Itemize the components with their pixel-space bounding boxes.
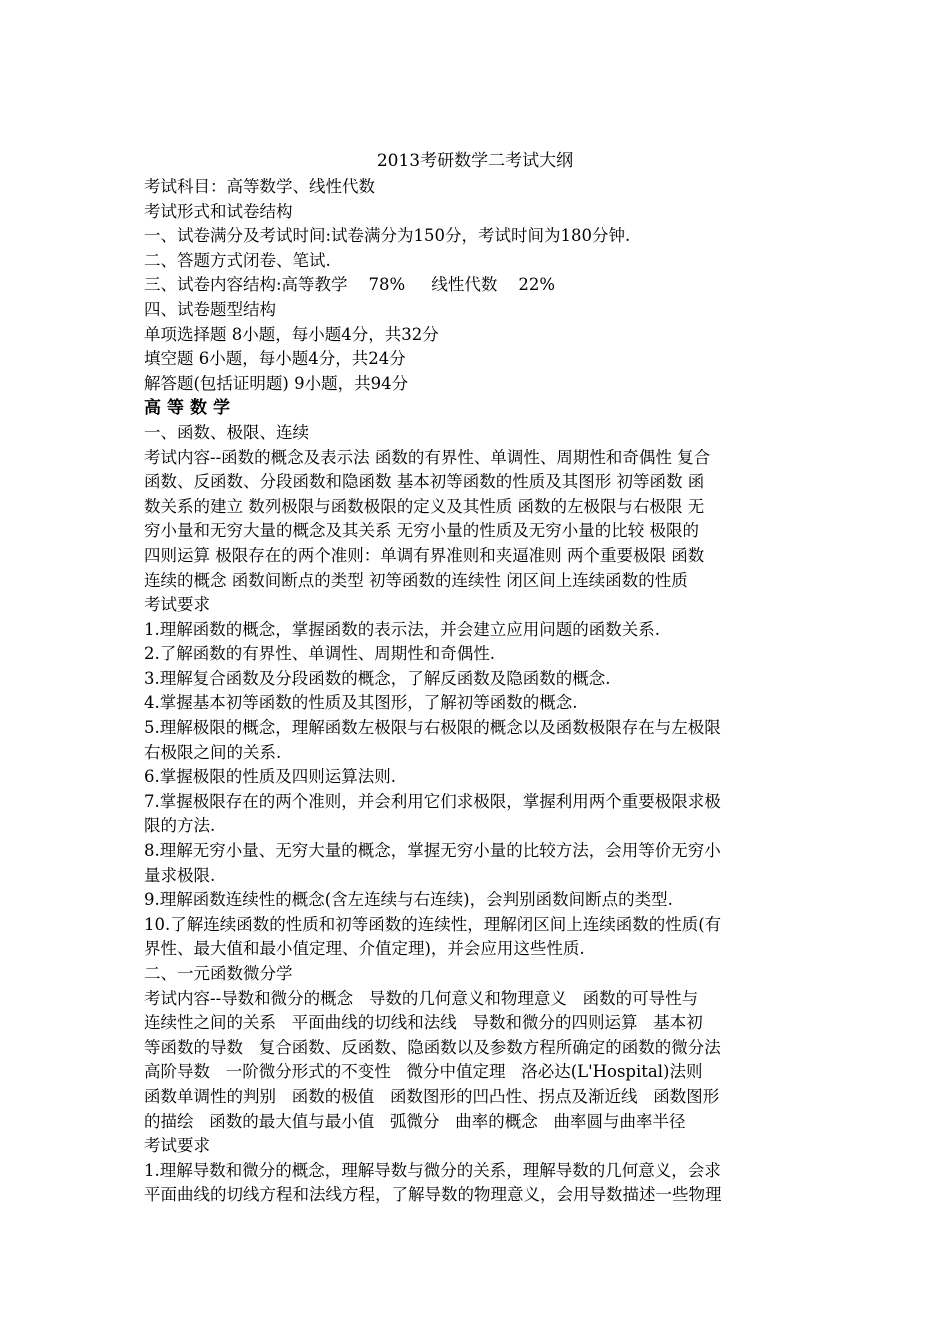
text-line: 高阶导数 一阶微分形式的不变性 微分中值定理 洛必达(L'Hospital)法则 [144, 1062, 703, 1082]
requirements-title: 考试要求 [144, 1136, 210, 1156]
text-line: 连续的概念 函数间断点的类型 初等函数的连续性 闭区间上连续函数的性质 [144, 570, 688, 590]
text-line: 四则运算 极限存在的两个准则：单调有界准则和夹逼准则 两个重要极限 函数 [144, 545, 705, 565]
document-body [144, 175, 814, 1208]
text-line: 解答题(包括证明题) 9小题，共94分 [144, 373, 409, 393]
text-line: 7.掌握极限存在的两个准则，并会利用它们求极限，掌握利用两个重要极限求极 [144, 791, 721, 811]
text-line: 考试科目：高等数学、线性代数 [144, 177, 375, 196]
text-line: 8.理解无穷小量、无穷大量的概念，掌握无穷小量的比较方法，会用等价无穷小 [144, 841, 721, 861]
text-line: 右极限之间的关系. [144, 742, 282, 762]
text-line: 量求极限. [144, 865, 216, 885]
section1-title: 一、函数、极限、连续 [144, 422, 309, 442]
text-line: 9.理解函数连续性的概念(含左连续与右连续)，会判别函数间断点的类型. [144, 890, 673, 910]
text-line: 等函数的导数 复合函数、反函数、隐函数以及参数方程所确定的函数的微分法 [144, 1037, 721, 1057]
text-line: 5.理解极限的概念，理解函数左极限与右极限的概念以及函数极限存在与左极限 [144, 718, 721, 738]
requirements-title: 考试要求 [144, 595, 210, 615]
text-line: 一、试卷满分及考试时间:试卷满分为150分，考试时间为180分钟. [144, 226, 631, 246]
text-line: 10.了解连续函数的性质和初等函数的连续性，理解闭区间上连续函数的性质(有 [144, 914, 722, 934]
text-line: 考试内容--导数和微分的概念 导数的几何意义和物理意义 函数的可导性与 [144, 988, 699, 1008]
text-line: 平面曲线的切线方程和法线方程，了解导数的物理意义，会用导数描述一些物理 [144, 1185, 722, 1205]
text-line: 1.理解函数的概念，掌握函数的表示法，并会建立应用问题的函数关系. [144, 619, 660, 639]
section2-title: 二、一元函数微分学 [144, 964, 293, 983]
text-line: 单项选择题 8小题，每小题4分，共32分 [144, 324, 439, 344]
text-line: 限的方法. [144, 816, 216, 836]
text-line: 二、答题方式闭卷、笔试. [144, 250, 331, 270]
text-line: 三、试卷内容结构:高等教学 78% 线性代数 22% [144, 275, 556, 295]
text-line: 函数、反函数、分段函数和隐函数 基本初等函数的性质及其图形 初等函数 函 [144, 472, 705, 492]
text-line: 函数单调性的判别 函数的极值 函数图形的凹凸性、拐点及渐近线 函数图形 [144, 1086, 720, 1106]
text-line: 穷小量和无穷大量的概念及其关系 无穷小量的性质及无穷小量的比较 极限的 [144, 521, 699, 541]
document-title: 2013考研数学二考试大纲 [376, 151, 574, 171]
text-line: 数关系的建立 数列极限与函数极限的定义及其性质 函数的左极限与右极限 无 [144, 496, 705, 516]
text-line: 6.掌握极限的性质及四则运算法则. [144, 767, 396, 787]
text-line: 考试内容--函数的概念及表示法 函数的有界性、单调性、周期性和奇偶性 复合 [144, 447, 711, 467]
text-line: 4.掌握基本初等函数的性质及其图形，了解初等函数的概念. [144, 693, 578, 713]
text-line: 界性、最大值和最小值定理、介值定理)，并会应用这些性质. [144, 939, 585, 959]
text-line: 3.理解复合函数及分段函数的概念，了解反函数及隐函数的概念. [144, 668, 611, 688]
text-line: 的描绘 函数的最大值与最小值 弧微分 曲率的概念 曲率圆与曲率半径 [144, 1111, 686, 1131]
text-line: 1.理解导数和微分的概念，理解导数与微分的关系，理解导数的几何意义，会求 [144, 1160, 721, 1180]
section-heading: 高等数学 [144, 398, 236, 419]
text-line: 考试形式和试卷结构 [144, 201, 293, 221]
text-line: 四、试卷题型结构 [144, 299, 276, 319]
text-line: 2.了解函数的有界性、单调性、周期性和奇偶性. [144, 644, 495, 664]
text-line: 连续性之间的关系 平面曲线的切线和法线 导数和微分的四则运算 基本初 [144, 1013, 703, 1033]
text-line: 填空题 6小题，每小题4分，共24分 [144, 349, 406, 369]
